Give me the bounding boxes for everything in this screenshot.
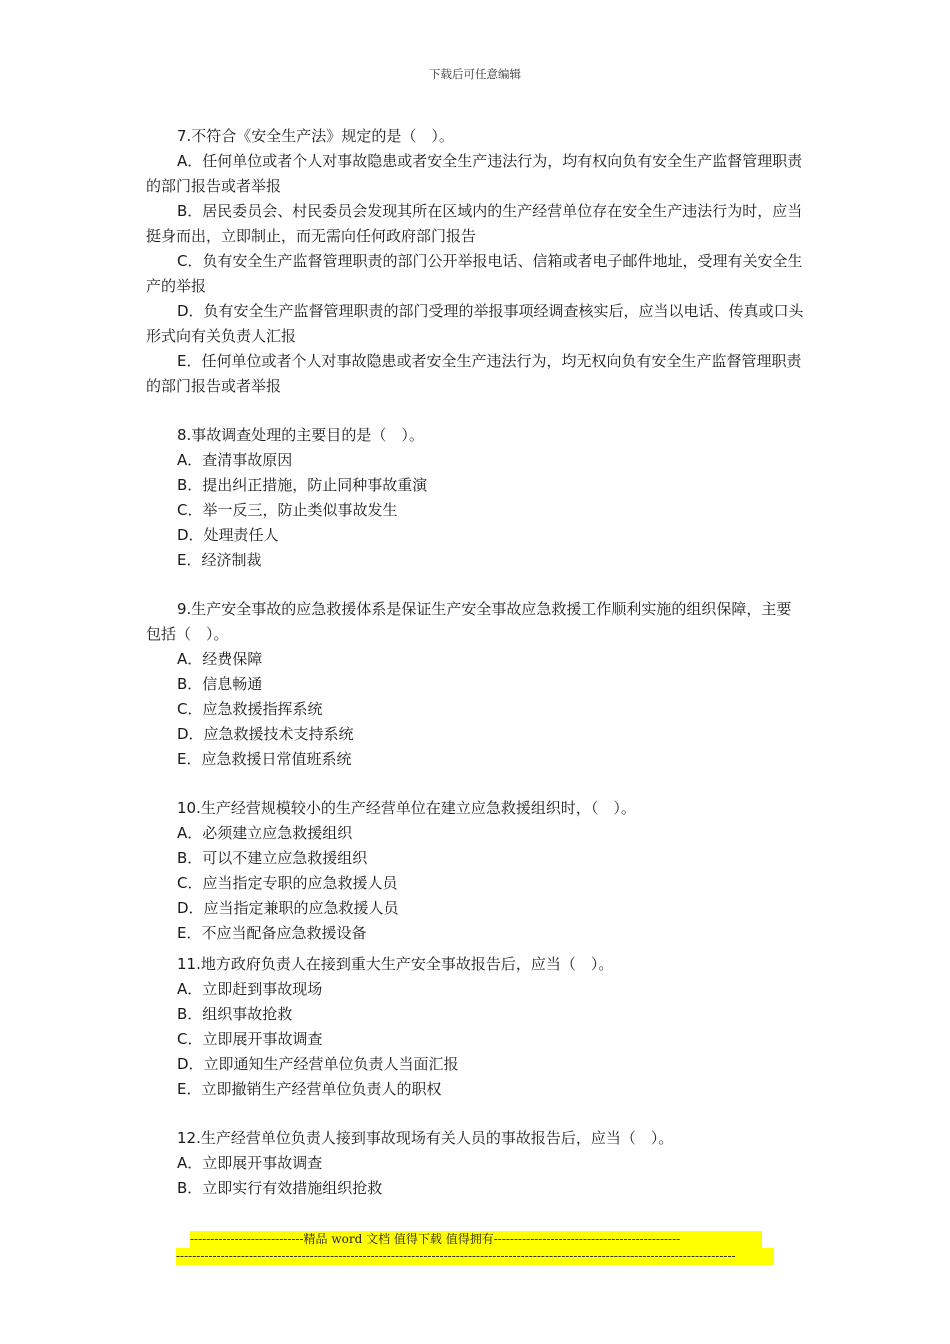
option-b: B．立即实行有效措施组织抢救 xyxy=(177,1179,383,1197)
option-b: B．组织事故抢救 xyxy=(177,1005,293,1023)
option-b: B．提出纠正措施，防止同种事故重演 xyxy=(177,476,428,494)
option-e: E．立即撤销生产经营单位负责人的职权 xyxy=(177,1080,442,1098)
question-stem: 8.事故调查处理的主要目的是（ ）。 xyxy=(177,426,424,444)
option-c: C．举一反三，防止类似事故发生 xyxy=(177,501,398,519)
option-a: A．立即展开事故调查 xyxy=(177,1154,323,1172)
option-e: E．经济制裁 xyxy=(177,551,262,569)
question-stem: 10.生产经营规模较小的生产经营单位在建立应急救援组织时，（ ）。 xyxy=(177,799,636,817)
footer-banner: ----------------------------精品 word 文档 值得下载 值得拥有---------------------------------------------- xyxy=(190,1231,762,1248)
option-e: E．应急救援日常值班系统 xyxy=(177,750,352,768)
option-a: A．任何单位或者个人对事故隐患或者安全生产违法行为，均有权向负有安全生产监督管理职责的部门报告或者举报 xyxy=(146,152,803,195)
option-d: D．处理责任人 xyxy=(177,526,279,544)
option-a: A．必须建立应急救援组织 xyxy=(177,824,353,842)
option-d: D．立即通知生产经营单位负责人当面汇报 xyxy=(177,1055,459,1073)
question-stem: 11.地方政府负责人在接到重大生产安全事故报告后，应当（ ）。 xyxy=(177,955,614,973)
option-c: C．立即展开事故调查 xyxy=(177,1030,323,1048)
option-a: A．立即赶到事故现场 xyxy=(177,980,323,998)
option-a: A．查清事故原因 xyxy=(177,451,293,469)
option-c: C．负有安全生产监督管理职责的部门公开举报电话、信箱或者电子邮件地址，受理有关安全生产的举报 xyxy=(146,252,803,295)
question-12 xyxy=(146,1126,806,1201)
option-b: B．可以不建立应急救援组织 xyxy=(177,849,368,867)
question-9 xyxy=(146,597,806,772)
page-header: 下载后可任意编辑 xyxy=(429,67,521,81)
option-c: C．应当指定专职的应急救援人员 xyxy=(177,874,398,892)
option-b: B．居民委员会、村民委员会发现其所在区域内的生产经营单位存在安全生产违法行为时，应当挺身而出，立即制止，而无需向任何政府部门报告 xyxy=(146,202,803,245)
option-c: C．应急救援指挥系统 xyxy=(177,700,323,718)
question-8 xyxy=(146,423,806,573)
option-a: A．经费保障 xyxy=(177,650,263,668)
option-d: D．负有安全生产监督管理职责的部门受理的举报事项经调查核实后，应当以电话、传真或口头形式向有关负责人汇报 xyxy=(146,302,804,345)
question-stem: 9.生产安全事故的应急救援体系是保证生产安全事故应急救援工作顺利实施的组织保障，主要包括（ ）。 xyxy=(146,600,792,643)
option-d: D．应当指定兼职的应急救援人员 xyxy=(177,899,399,917)
footer-divider: ------------------------------------------------------------------------------------------------------------------------------------------ xyxy=(176,1248,774,1265)
question-list xyxy=(146,124,806,1201)
question-stem: 7.不符合《安全生产法》规定的是（ ）。 xyxy=(177,127,454,145)
question-10 xyxy=(146,796,806,946)
question-stem: 12.生产经营单位负责人接到事故现场有关人员的事故报告后，应当（ ）。 xyxy=(177,1129,674,1147)
option-e: E．任何单位或者个人对事故隐患或者安全生产违法行为，均无权向负有安全生产监督管理职责的部门报告或者举报 xyxy=(146,352,802,395)
question-7 xyxy=(146,124,806,399)
option-b: B．信息畅通 xyxy=(177,675,263,693)
option-d: D．应急救援技术支持系统 xyxy=(177,725,354,743)
option-e: E．不应当配备应急救援设备 xyxy=(177,924,367,942)
question-11 xyxy=(146,952,806,1102)
